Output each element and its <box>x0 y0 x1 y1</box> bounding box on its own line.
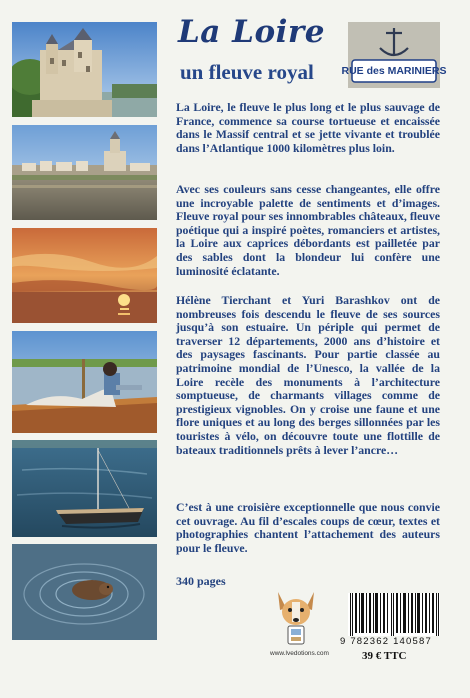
isbn-number: 9 782362 140587 <box>340 636 432 647</box>
sign-label: RUE des MARINIERS <box>341 65 447 77</box>
publisher-url: www.lvedotions.com <box>270 650 329 657</box>
sunset-painting <box>12 228 157 323</box>
chateau-photo <box>12 22 157 117</box>
sailboat-photo <box>12 440 157 537</box>
page-count: 340 pages <box>176 574 226 588</box>
boat-woman-photo <box>12 331 157 433</box>
paragraph-3: Hélène Tierchant et Yuri Barashkov ont de nombreuses fois descendu le fleuve de ses sources jusqu’à son estuaire. Un périple qui permet de traverser 12 départements, 2000 ans d’histoire et des paysages fascinants. Pour partie classée au patrimoine mondial de l’Unesco, la vallée de la Loire recèle des monuments à l’architecture somptueuse, de charmants villages comme de prestigieux vignobles. On y croise une faune et une flore uniques et au long des berges sillonnées par les touristes à vélo, on découvre toute une flottille de bateaux traditionnels prêts à lever l’ancre… <box>176 293 440 457</box>
paragraph-4: C’est à une croisière exceptionnelle que nous convie cet ouvrage. Au fil d’escales coups de cœur, textes et photographies chantent l’attachement des auteurs pour le fleuve. <box>176 500 440 555</box>
book-title: La Loire <box>178 14 325 50</box>
isbn-barcode <box>348 593 440 636</box>
dog-icon <box>278 592 314 644</box>
book-subtitle: un fleuve royal <box>180 60 314 84</box>
publisher-logo <box>270 588 322 648</box>
paragraph-1: La Loire, le fleuve le plus long et le plus sauvage de France, commence sa course tortueuse et encaissée dans le Massif central et se jette vivante et troublée dans l’Atlantique 1000 kilomètres plus loin. <box>176 100 440 155</box>
beaver-photo <box>12 544 157 640</box>
town-skyline-photo <box>12 125 157 220</box>
street-sign <box>341 22 447 88</box>
price-label: 39 € TTC <box>362 650 407 662</box>
paragraph-2: Avec ses couleurs sans cesse changeantes, elle offre une incroyable palette de sentiments et d’images. Fleuve royal pour ses innombrables châteaux, fleuve poétique qui a inspiré poètes, romanciers et artistes, la Loire aux caprices débordants est pailletée par des sables dont la blondeur lui confère une luminosité éclatante. <box>176 182 440 278</box>
